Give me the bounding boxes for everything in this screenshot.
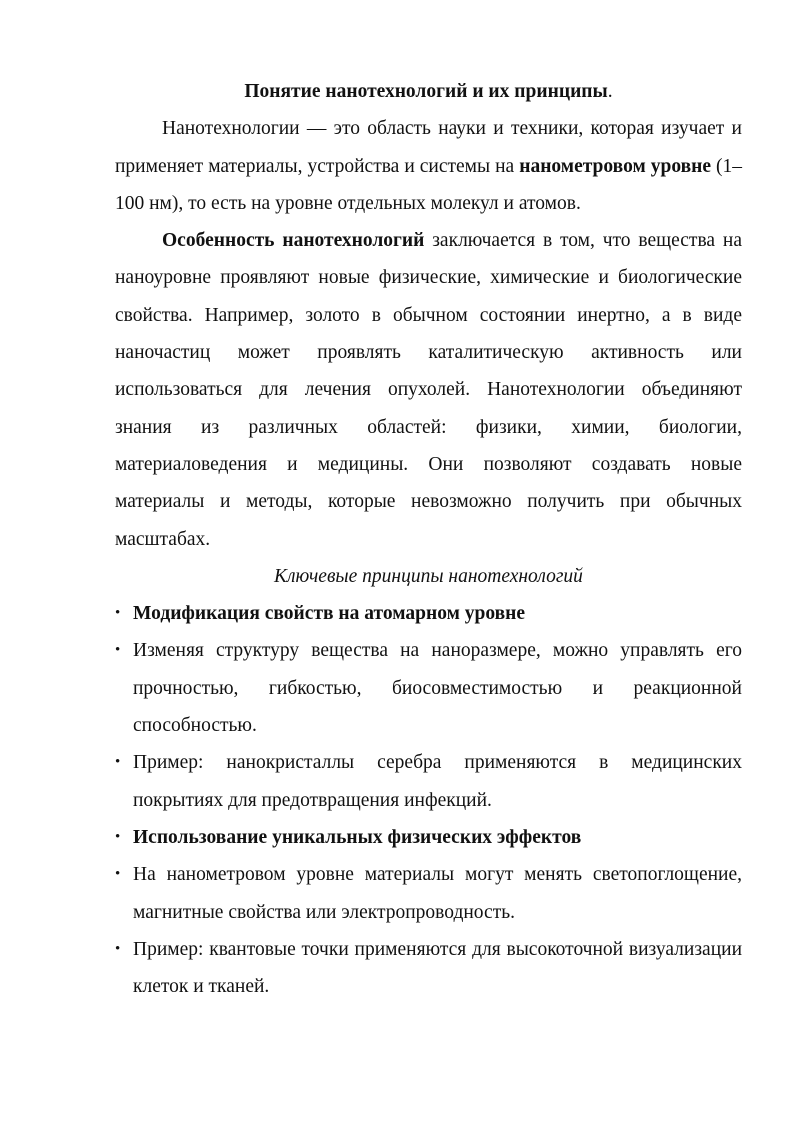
list-item bbox=[115, 931, 742, 1006]
list-item-text: Пример: нанокристаллы серебра применяются в медицинских покрытиях для предотвращения инфекций. bbox=[133, 752, 742, 811]
list-item bbox=[115, 595, 742, 632]
bullet-icon: • bbox=[115, 605, 121, 622]
list-item bbox=[115, 744, 742, 819]
bullet-icon: • bbox=[115, 940, 121, 957]
list-item-text: Изменяя структуру вещества на наноразмере, можно управлять его прочностью, гибкостью, биосовместимостью и реакционной способностью. bbox=[133, 640, 742, 737]
paragraph-definition-bold: нанометровом уровне bbox=[519, 155, 711, 177]
paragraph-feature bbox=[115, 222, 742, 558]
document-page bbox=[115, 73, 742, 1005]
bullet-icon: • bbox=[115, 828, 121, 845]
bullet-icon: • bbox=[115, 642, 121, 659]
document-title bbox=[115, 73, 742, 110]
paragraph-definition-part1: Нанотехнологии — это область науки и техники, которая изучает и применяет материалы, устройства и системы на bbox=[115, 118, 742, 177]
paragraph-feature-rest: заключается в том, что вещества на наноуровне проявляют новые физические, химические и биологические свойства. Например, золото в обычном состоянии инертно, а в виде наночастиц может проявлять каталитическую активность или использоваться для лечения опухолей. Нанотехнологии объединяют знания из различных областей: физики, химии, биологии, материаловедения и медицины. Они позволяют создавать новые материалы и методы, которые невозможно получить при обычных масштабах. bbox=[115, 230, 742, 550]
list-item-text: Модификация свойств на атомарном уровне bbox=[133, 603, 526, 625]
paragraph-definition-part2: (1–100 нм), то есть на уровне отдельных молекул и атомов. bbox=[115, 155, 742, 214]
list-item bbox=[115, 856, 742, 931]
title-suffix: . bbox=[607, 81, 613, 102]
principles-list bbox=[115, 595, 742, 1005]
bullet-icon: • bbox=[115, 754, 121, 771]
list-item bbox=[115, 632, 742, 744]
paragraph-definition bbox=[115, 110, 742, 222]
list-item-text: Пример: квантовые точки применяются для высокоточной визуализации клеток и тканей. bbox=[133, 938, 742, 998]
title-text: Понятие нанотехнологий и их принципы bbox=[244, 81, 608, 102]
list-item-text: Использование уникальных физических эффектов bbox=[133, 826, 582, 848]
list-item bbox=[115, 819, 742, 856]
paragraph-feature-bold: Особенность нанотехнологий bbox=[162, 230, 425, 252]
bullet-icon: • bbox=[115, 866, 121, 883]
section-subtitle: Ключевые принципы нанотехнологий bbox=[274, 565, 583, 587]
list-item-text: На нанометровом уровне материалы могут менять светопоглощение, магнитные свойства или электропроводность. bbox=[133, 864, 742, 923]
